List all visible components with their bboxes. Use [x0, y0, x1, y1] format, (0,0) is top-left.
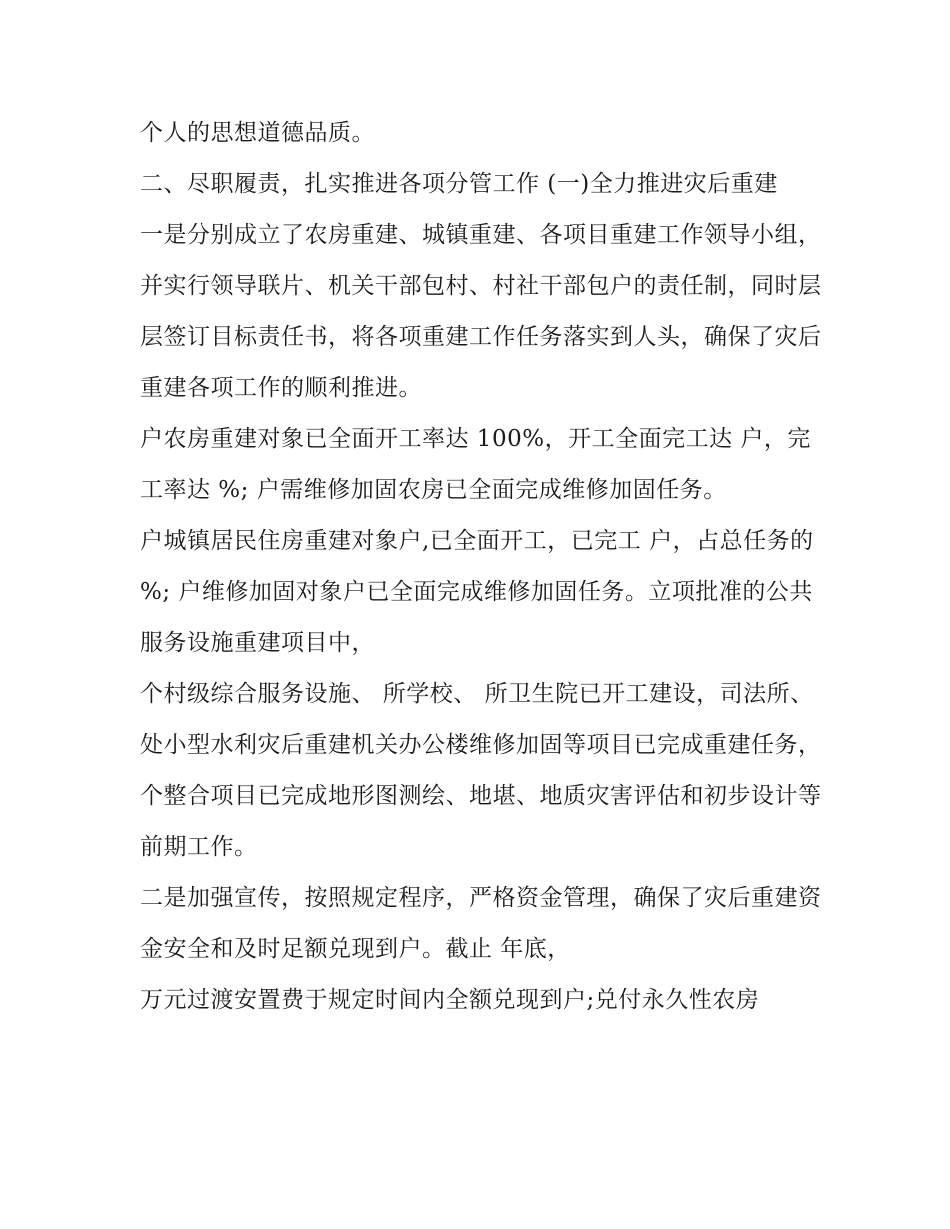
paragraph-6: 个村级综合服务设施、 所学校、 所卫生院已开工建设，司法所、 处小型水利灾后重建机关办公楼维修加固等项目已完成重建任务， [140, 681, 822, 758]
paragraph-9: 万元过渡安置费于规定时间内全额兑现到户;兑付永久性农房 [140, 987, 760, 1013]
document-body [140, 108, 830, 1026]
paragraph-4: 户农房重建对象已全面开工率达 100%，开工全面完工达 户，完工率达 %; 户需维修加固农房已全面完成维修加固任务。 [140, 426, 811, 503]
paragraph-5: 户城镇居民住房重建对象户,已全面开工，已完工 户，占总任务的 %; 户维修加固对象户已全面完成维修加固任务。立项批准的公共服务设施重建项目中， [140, 528, 814, 656]
paragraph-7: 个整合项目已完成地形图测绘、地堪、地质灾害评估和初步设计等前期工作。 [140, 783, 822, 860]
paragraph-3: 一是分别成立了农房重建、城镇重建、各项目重建工作领导小组，并实行领导联片、机关干部包村、村社干部包户的责任制，同时层层签订目标责任书，将各项重建工作任务落实到人头，确保了灾后重建各项工作的顺利推进。 [140, 222, 822, 401]
paragraph-2: 二、尽职履责，扎实推进各项分管工作 (一)全力推进灾后重建 [140, 171, 778, 197]
paragraph-1: 个人的思想道德品质。 [140, 120, 375, 146]
paragraph-8: 二是加强宣传，按照规定程序，严格资金管理，确保了灾后重建资金安全和及时足额兑现到户。截止 年底， [140, 885, 822, 962]
